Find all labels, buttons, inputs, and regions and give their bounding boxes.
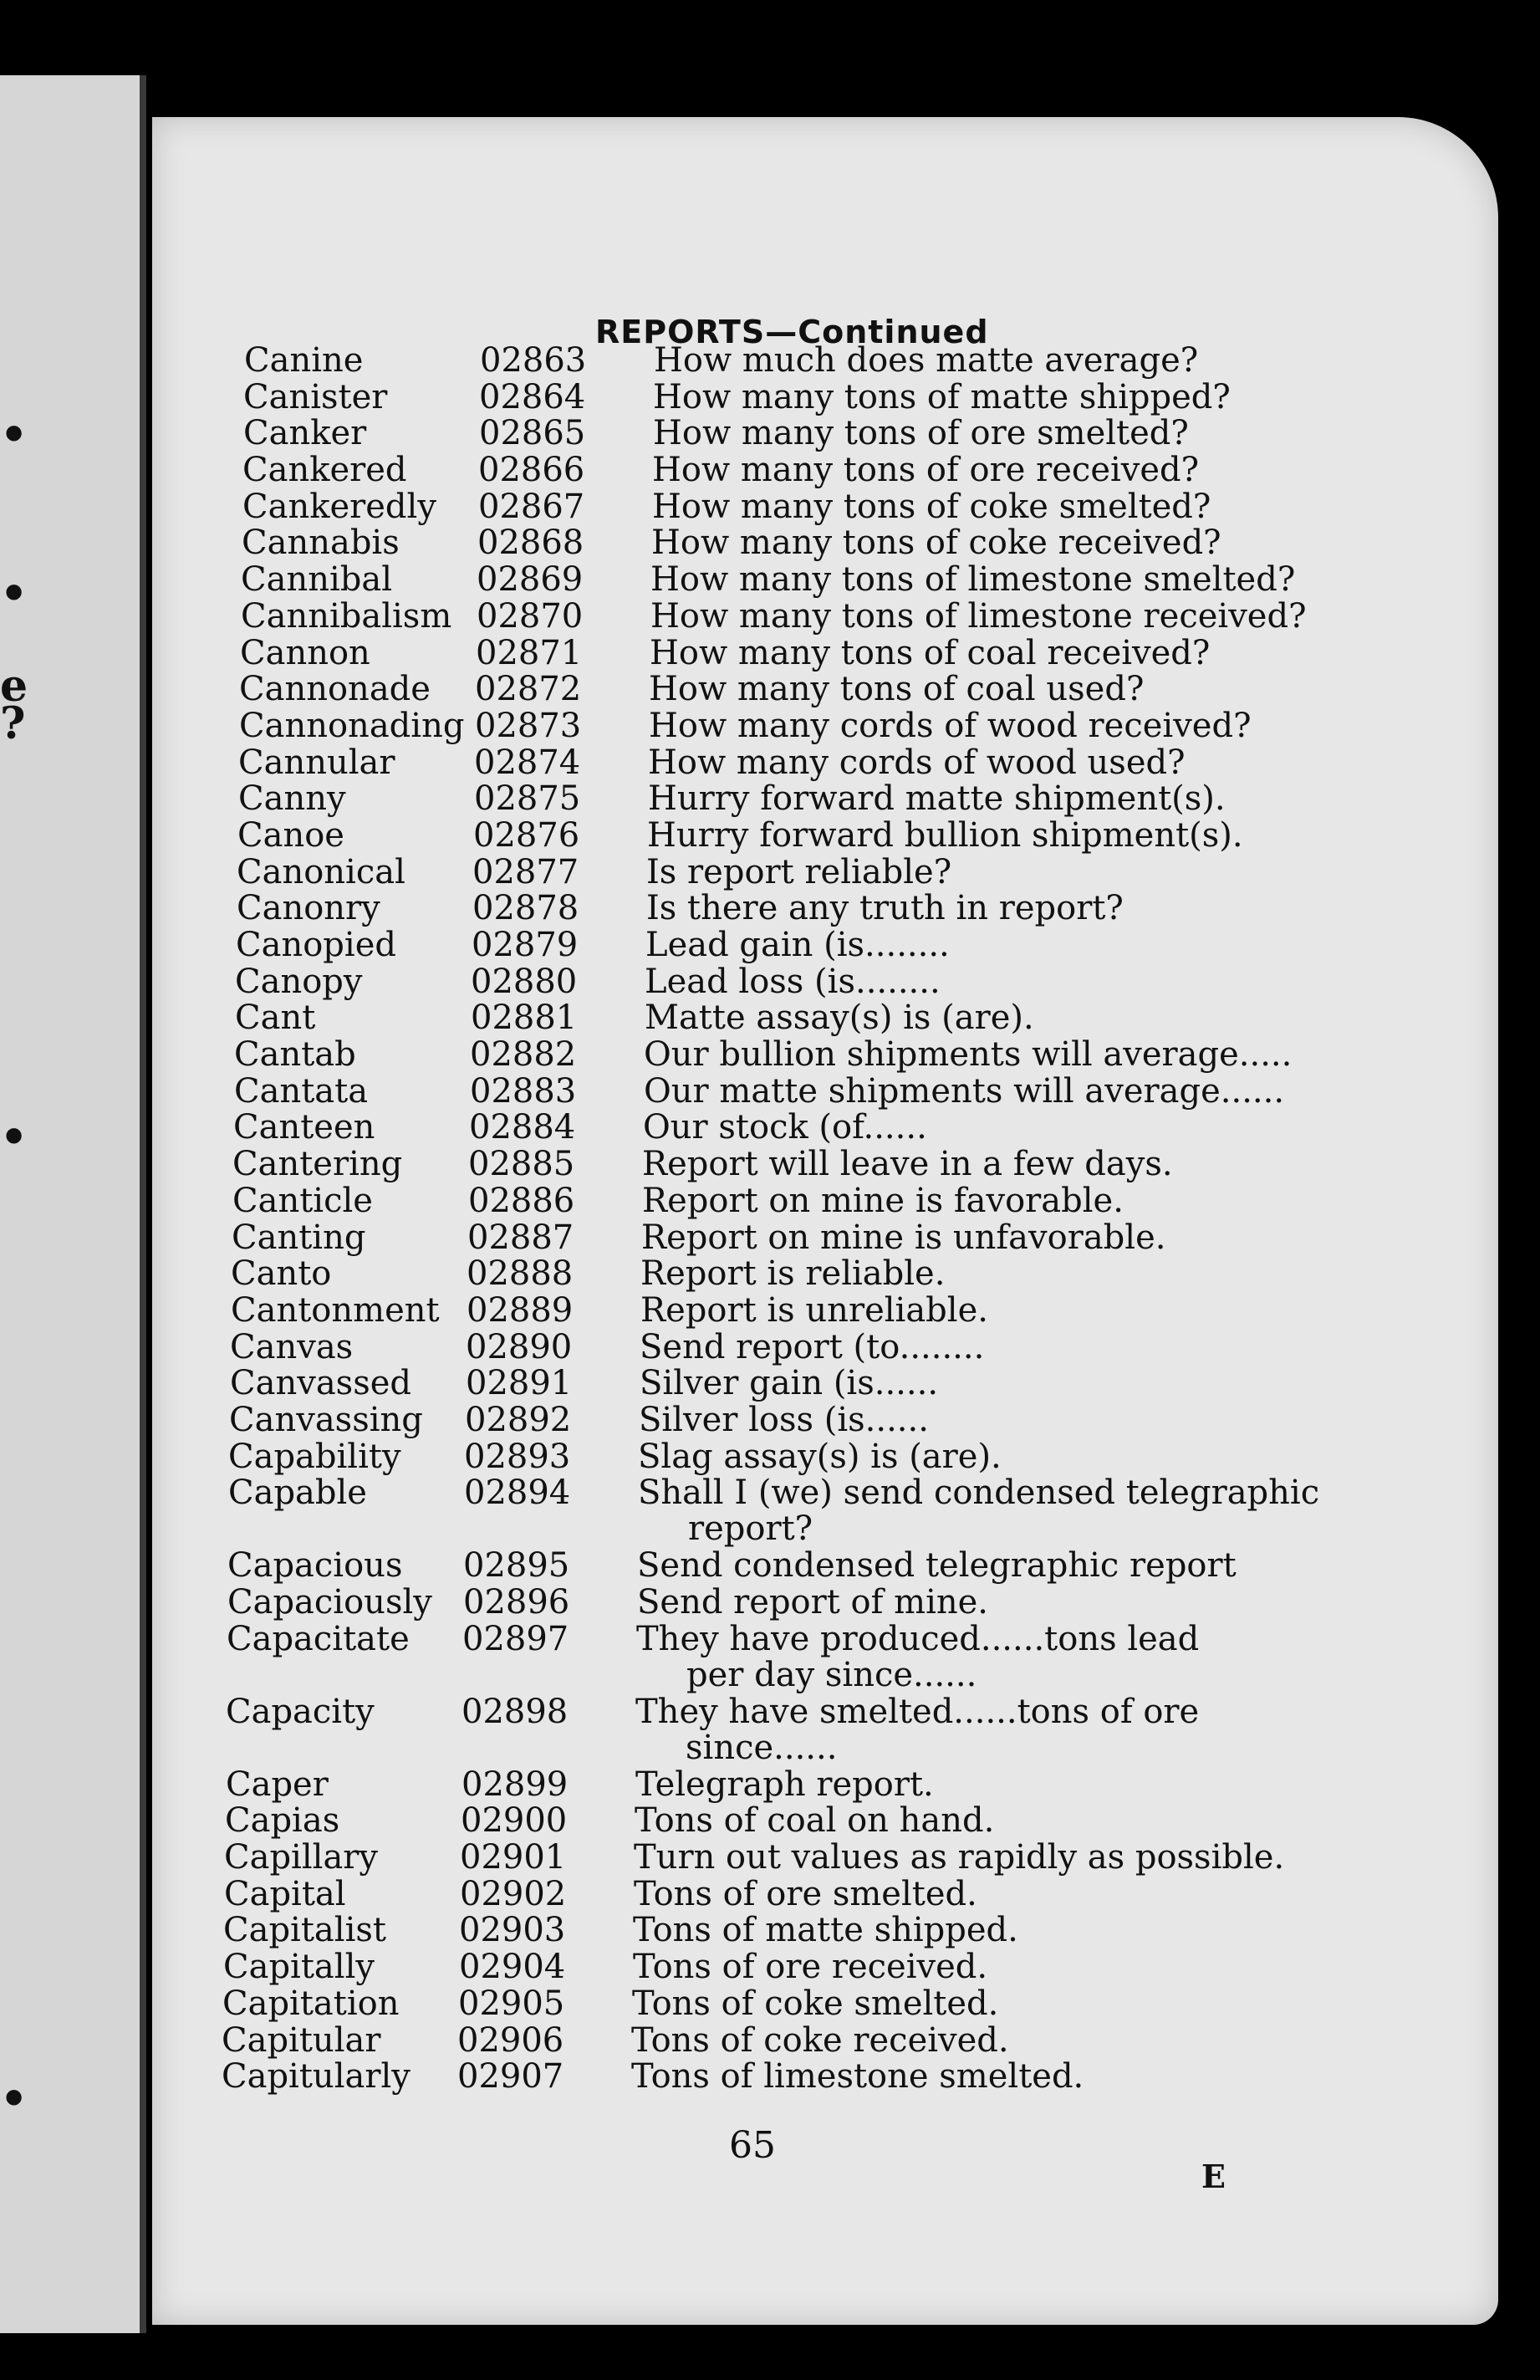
code-entry bbox=[152, 815, 1498, 855]
code-number: 02867 bbox=[478, 487, 585, 526]
code-meaning: Shall I (we) send condensed telegraphic bbox=[638, 1473, 1320, 1513]
code-word: Canto bbox=[231, 1254, 332, 1294]
code-number: 02889 bbox=[467, 1290, 574, 1330]
code-meaning: How many tons of coke received? bbox=[651, 523, 1221, 563]
code-entry bbox=[152, 708, 1498, 745]
code-word: Capability bbox=[228, 1437, 401, 1476]
code-number: 02901 bbox=[460, 1838, 567, 1877]
code-number: 02866 bbox=[478, 451, 585, 490]
document-page bbox=[152, 117, 1498, 2325]
code-meaning: How many tons of limestone received? bbox=[650, 596, 1307, 636]
code-meaning: Slag assay(s) is (are). bbox=[638, 1437, 1002, 1476]
code-meaning: Telegraph report. bbox=[635, 1765, 934, 1804]
code-number: 02896 bbox=[463, 1583, 570, 1622]
code-meaning: Lead loss (is........ bbox=[645, 962, 941, 1001]
code-meaning: Report on mine is unfavorable. bbox=[641, 1218, 1166, 1257]
code-meaning: Report is unreliable. bbox=[640, 1290, 988, 1330]
code-word: Caper bbox=[226, 1765, 329, 1804]
code-number: 02900 bbox=[461, 1801, 568, 1841]
code-entry bbox=[152, 1000, 1498, 1037]
page-content bbox=[152, 117, 1498, 2325]
code-entry bbox=[152, 1110, 1498, 1147]
code-word: Capitalist bbox=[223, 1911, 386, 1950]
code-entry bbox=[152, 377, 1498, 416]
code-entry bbox=[152, 1439, 1498, 1476]
code-word: Canny bbox=[238, 779, 346, 819]
code-word: Capitally bbox=[223, 1948, 375, 1987]
code-entry bbox=[152, 1767, 1498, 1804]
code-word: Capacious bbox=[227, 1546, 403, 1586]
code-number: 02864 bbox=[479, 377, 586, 416]
code-meaning: Silver loss (is...... bbox=[639, 1400, 929, 1439]
code-entry bbox=[152, 343, 1498, 380]
left-page-fragment: ? bbox=[0, 698, 26, 749]
code-word: Capitular bbox=[222, 2020, 381, 2060]
code-meaning: Tons of ore smelted. bbox=[634, 1874, 977, 1913]
code-entry bbox=[152, 1366, 1498, 1402]
code-entry bbox=[152, 672, 1498, 708]
code-entry bbox=[152, 927, 1498, 964]
code-number: 02898 bbox=[461, 1692, 569, 1731]
code-meaning: Report is reliable. bbox=[640, 1254, 946, 1294]
code-word: Cannabis bbox=[242, 523, 400, 563]
code-entry bbox=[152, 891, 1498, 927]
code-entry bbox=[152, 1475, 1498, 1548]
code-entry bbox=[152, 1256, 1498, 1293]
left-page-edge bbox=[0, 75, 146, 2333]
code-entry bbox=[152, 852, 1498, 891]
code-entry bbox=[152, 1327, 1498, 1366]
code-number: 02863 bbox=[480, 341, 587, 380]
code-number: 02887 bbox=[467, 1218, 574, 1257]
code-word: Capias bbox=[225, 1801, 340, 1841]
code-meaning: They have produced......tons lead bbox=[636, 1619, 1200, 1658]
code-word: Capacitate bbox=[227, 1619, 410, 1658]
code-entry bbox=[152, 489, 1498, 526]
code-entry bbox=[152, 964, 1498, 1001]
signature-mark: E bbox=[1201, 2158, 1226, 2195]
code-number: 02885 bbox=[468, 1145, 575, 1184]
code-entry bbox=[152, 452, 1498, 489]
code-meaning: Report on mine is favorable. bbox=[642, 1181, 1124, 1220]
code-number: 02884 bbox=[469, 1108, 576, 1147]
book-spine bbox=[140, 75, 146, 2333]
code-entry bbox=[152, 1402, 1498, 1439]
code-meaning: Tons of coke smelted. bbox=[632, 1984, 999, 2023]
code-word: Cannibal bbox=[241, 560, 393, 600]
code-meaning: Our matte shipments will average...... bbox=[644, 1071, 1285, 1111]
code-entry bbox=[152, 1986, 1498, 2023]
code-number: 02906 bbox=[457, 2020, 564, 2060]
code-meaning: Send report of mine. bbox=[637, 1583, 989, 1622]
code-meaning: Silver gain (is...... bbox=[640, 1364, 939, 1403]
code-word: Capitularly bbox=[222, 2057, 410, 2097]
code-meaning: How many tons of coal received? bbox=[650, 633, 1211, 672]
code-word: Canvas bbox=[230, 1327, 354, 1366]
code-entry bbox=[152, 562, 1498, 599]
code-entry bbox=[152, 1874, 1498, 1913]
code-number: 02873 bbox=[475, 706, 582, 745]
code-word: Cantata bbox=[234, 1071, 369, 1111]
code-number: 02871 bbox=[476, 633, 583, 672]
code-word: Cannibalism bbox=[241, 596, 452, 636]
code-number: 02902 bbox=[460, 1874, 567, 1913]
code-word: Capaciously bbox=[227, 1583, 432, 1622]
code-entry bbox=[152, 1803, 1498, 1840]
code-number: 02878 bbox=[472, 889, 579, 928]
code-word: Canker bbox=[243, 414, 367, 453]
code-number: 02888 bbox=[467, 1254, 574, 1294]
code-number: 02872 bbox=[475, 670, 582, 709]
code-entry bbox=[152, 1147, 1498, 1183]
page-number: 65 bbox=[729, 2124, 776, 2167]
code-number: 02880 bbox=[471, 962, 578, 1001]
left-page-fragment: • bbox=[0, 410, 28, 461]
code-word: Canvassed bbox=[230, 1364, 411, 1403]
code-meaning-continuation: report? bbox=[688, 1509, 813, 1549]
code-meaning: Hurry forward bullion shipment(s). bbox=[647, 815, 1243, 855]
code-meaning: Turn out values as rapidly as possible. bbox=[634, 1838, 1285, 1877]
code-word: Capitation bbox=[222, 1984, 400, 2023]
code-number: 02877 bbox=[472, 852, 579, 891]
code-meaning: Our bullion shipments will average..... bbox=[644, 1035, 1293, 1075]
code-number: 02868 bbox=[477, 523, 584, 563]
code-meaning: Tons of matte shipped. bbox=[633, 1911, 1018, 1950]
code-number: 02881 bbox=[471, 998, 578, 1038]
code-word: Canteen bbox=[233, 1108, 375, 1147]
code-entry bbox=[152, 1949, 1498, 1986]
code-meaning: Is report reliable? bbox=[646, 852, 952, 891]
left-page-fragment: e bbox=[0, 661, 28, 712]
code-meaning: How many tons of matte shipped? bbox=[653, 377, 1231, 416]
code-entry bbox=[152, 1840, 1498, 1877]
code-word: Cannonading bbox=[239, 706, 465, 745]
code-meaning: Hurry forward matte shipment(s). bbox=[648, 779, 1226, 819]
code-meaning: Lead gain (is........ bbox=[645, 926, 950, 964]
code-entry bbox=[152, 525, 1498, 562]
code-entry bbox=[152, 1071, 1498, 1111]
code-number: 02905 bbox=[458, 1984, 565, 2023]
code-entry bbox=[152, 781, 1498, 818]
code-number: 02897 bbox=[462, 1619, 569, 1658]
code-entry bbox=[152, 1290, 1498, 1330]
code-word: Canting bbox=[232, 1218, 366, 1257]
code-number: 02874 bbox=[474, 743, 581, 782]
code-meaning: How much does matte average? bbox=[654, 341, 1199, 380]
code-number: 02903 bbox=[459, 1911, 566, 1950]
code-meaning: How many tons of ore received? bbox=[652, 451, 1200, 490]
code-entry bbox=[152, 416, 1498, 452]
code-meaning: How many cords of wood received? bbox=[649, 706, 1252, 745]
code-word: Cannular bbox=[238, 743, 395, 782]
code-meaning: Tons of ore received. bbox=[633, 1948, 988, 1987]
code-meaning: Is there any truth in report? bbox=[646, 889, 1124, 928]
code-number: 02865 bbox=[479, 414, 586, 453]
code-meaning: Tons of coke received. bbox=[631, 2020, 1009, 2060]
code-meaning: Tons of coal on hand. bbox=[635, 1801, 995, 1841]
code-number: 02883 bbox=[470, 1071, 577, 1111]
code-entry bbox=[152, 745, 1498, 782]
left-page-fragment: • bbox=[0, 569, 28, 620]
code-word: Cant bbox=[235, 998, 316, 1038]
code-word: Capacity bbox=[226, 1692, 375, 1731]
code-number: 02875 bbox=[474, 779, 581, 819]
code-entry bbox=[152, 1619, 1498, 1694]
code-word: Cannon bbox=[240, 633, 370, 672]
code-number: 02894 bbox=[464, 1473, 571, 1513]
code-entry bbox=[152, 596, 1498, 636]
code-meaning: How many tons of limestone smelted? bbox=[650, 560, 1296, 600]
code-number: 02893 bbox=[464, 1437, 571, 1476]
code-meaning: Matte assay(s) is (are). bbox=[645, 998, 1034, 1038]
code-word: Cankeredly bbox=[242, 487, 436, 526]
code-meaning: How many tons of ore smelted? bbox=[653, 414, 1189, 453]
code-number: 02895 bbox=[463, 1546, 570, 1586]
code-word: Canister bbox=[243, 377, 388, 416]
code-word: Capillary bbox=[224, 1838, 379, 1877]
code-meaning: How many cords of wood used? bbox=[648, 743, 1186, 782]
code-entry bbox=[152, 1913, 1498, 1949]
code-meaning: How many tons of coal used? bbox=[649, 670, 1145, 709]
code-number: 02904 bbox=[459, 1948, 566, 1987]
code-entry bbox=[152, 1694, 1498, 1767]
code-meaning: They have smelted......tons of ore bbox=[635, 1692, 1200, 1731]
code-word: Cantab bbox=[234, 1035, 356, 1075]
code-entry bbox=[152, 1037, 1498, 1074]
code-meaning-continuation: per day since...... bbox=[686, 1655, 977, 1694]
code-number: 02892 bbox=[465, 1400, 572, 1439]
code-meaning: Tons of limestone smelted. bbox=[631, 2057, 1084, 2097]
code-word: Cannonade bbox=[239, 670, 431, 709]
code-entry-list bbox=[152, 343, 1498, 2096]
code-word: Capital bbox=[224, 1874, 346, 1913]
code-meaning: Our stock (of...... bbox=[643, 1108, 927, 1147]
code-word: Canopy bbox=[235, 962, 363, 1001]
code-word: Cankered bbox=[242, 451, 407, 490]
code-word: Canvassing bbox=[229, 1400, 423, 1439]
code-word: Canine bbox=[244, 341, 364, 380]
code-number: 02899 bbox=[461, 1765, 569, 1804]
code-meaning-continuation: since...... bbox=[686, 1728, 838, 1767]
code-entry bbox=[152, 2059, 1498, 2096]
code-number: 02891 bbox=[466, 1364, 573, 1403]
code-word: Cantering bbox=[232, 1145, 403, 1184]
code-word: Canonical bbox=[237, 852, 405, 891]
code-word: Canonry bbox=[237, 889, 380, 928]
code-number: 02882 bbox=[470, 1035, 577, 1075]
code-number: 02890 bbox=[466, 1327, 573, 1366]
code-number: 02869 bbox=[477, 560, 584, 600]
code-meaning: Send report (to........ bbox=[640, 1327, 985, 1366]
code-entry bbox=[152, 1548, 1498, 1585]
left-page-fragment: • bbox=[0, 1112, 28, 1163]
code-number: 02870 bbox=[477, 596, 584, 636]
code-word: Canopied bbox=[236, 926, 396, 964]
code-word: Cantonment bbox=[231, 1290, 440, 1330]
code-number: 02907 bbox=[457, 2057, 564, 2097]
section-header: REPORTS—Continued bbox=[595, 314, 989, 350]
code-word: Canticle bbox=[232, 1181, 373, 1220]
code-meaning: Send condensed telegraphic report bbox=[637, 1546, 1237, 1586]
code-entry bbox=[152, 633, 1498, 672]
code-word: Capable bbox=[228, 1473, 367, 1513]
code-meaning: Report will leave in a few days. bbox=[642, 1145, 1173, 1184]
code-entry bbox=[152, 1585, 1498, 1622]
code-number: 02876 bbox=[473, 815, 580, 855]
code-word: Canoe bbox=[237, 815, 344, 855]
code-entry bbox=[152, 2020, 1498, 2060]
code-meaning: How many tons of coke smelted? bbox=[652, 487, 1211, 526]
code-number: 02886 bbox=[468, 1181, 575, 1220]
left-page-fragment: • bbox=[0, 2074, 28, 2125]
code-entry bbox=[152, 1183, 1498, 1220]
code-number: 02879 bbox=[472, 926, 579, 964]
code-entry bbox=[152, 1220, 1498, 1257]
